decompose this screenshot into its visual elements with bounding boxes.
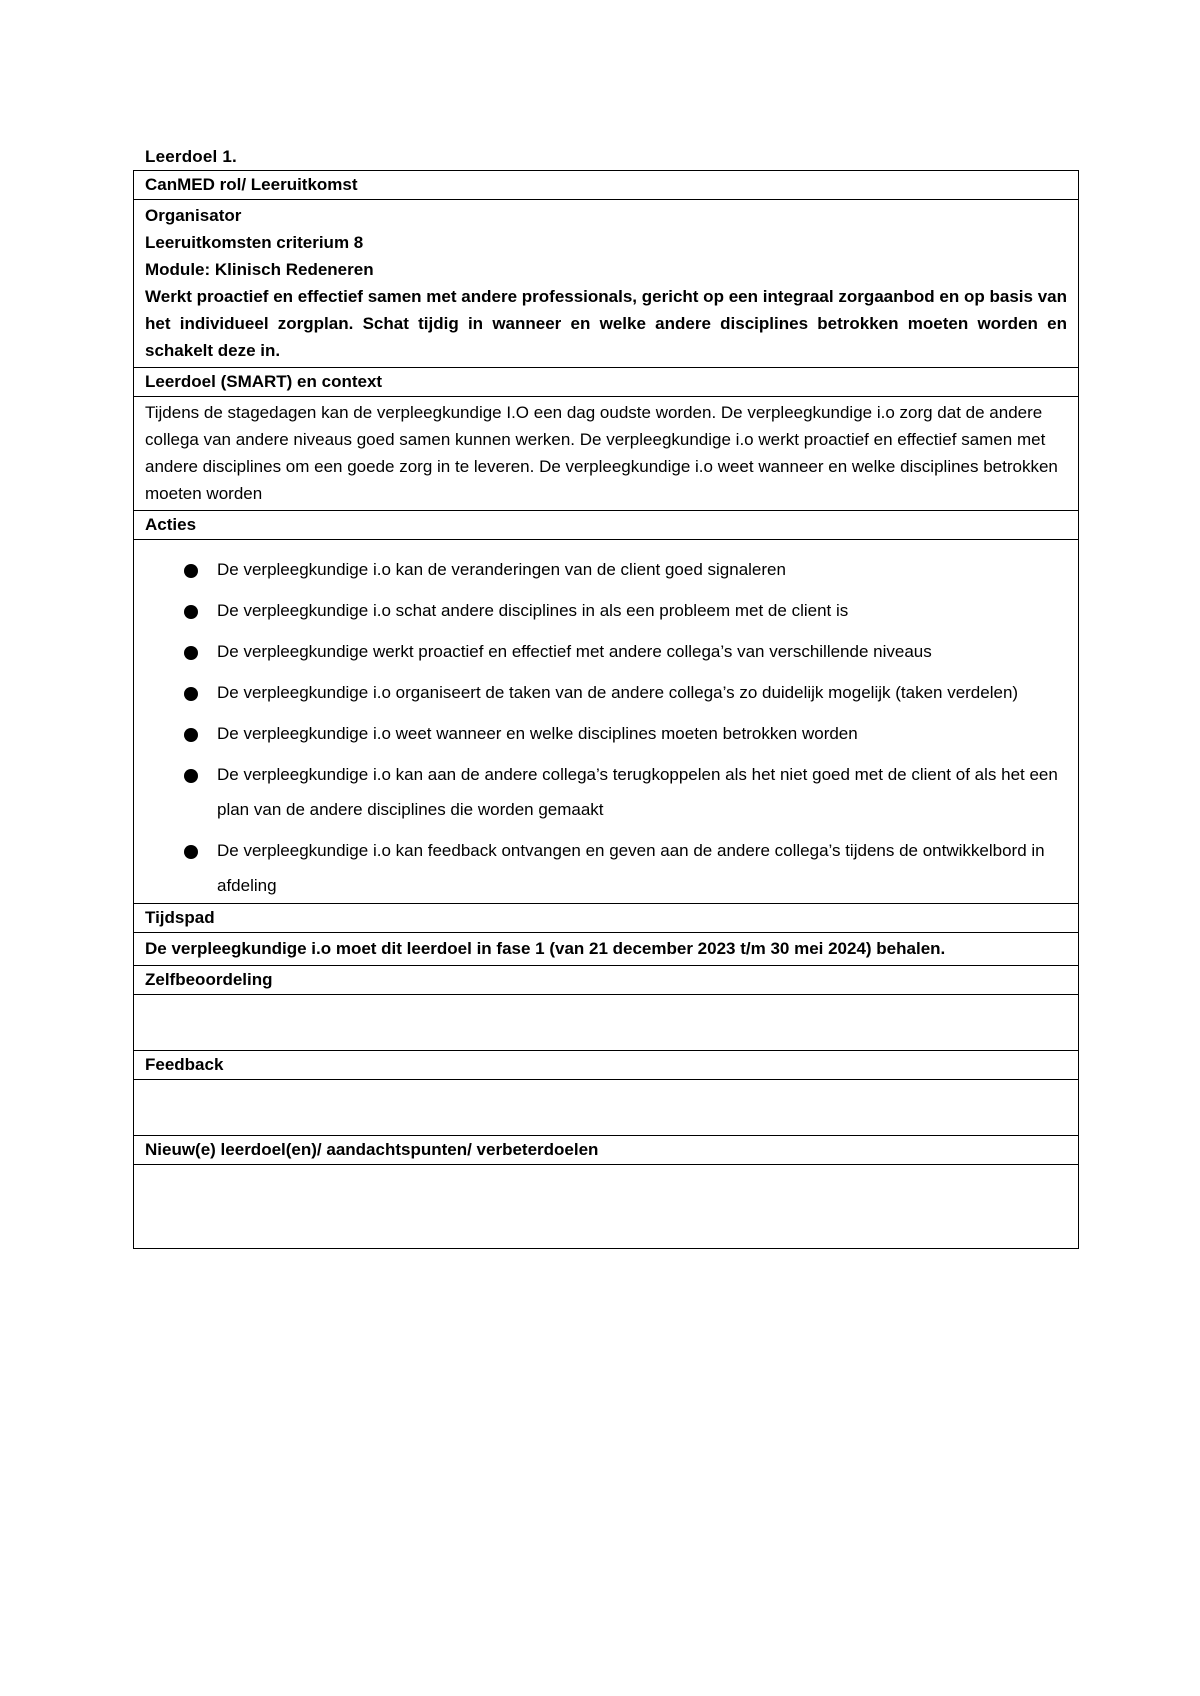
actions-header: Acties bbox=[134, 511, 1079, 540]
list-item bbox=[217, 593, 1067, 628]
learning-goal-table bbox=[133, 170, 1079, 1249]
list-item bbox=[217, 757, 1067, 827]
list-item bbox=[217, 634, 1067, 669]
action-text: De verpleegkundige werkt proactief en effectief met andere collega’s van verschillende niveaus bbox=[217, 642, 932, 661]
feedback-field bbox=[134, 1080, 1079, 1136]
action-text: De verpleegkundige i.o kan aan de andere collega’s terugkoppelen als het niet goed met de client of als het een plan van de andere disciplines die worden gemaakt bbox=[217, 765, 1058, 819]
action-text: De verpleegkundige i.o kan feedback ontvangen en geven aan de andere collega’s tijdens de ontwikkelbord in afdeling bbox=[217, 841, 1045, 895]
table-row bbox=[134, 1136, 1079, 1165]
bullet-icon bbox=[184, 728, 198, 742]
bullet-icon bbox=[184, 769, 198, 783]
bullet-icon bbox=[184, 845, 198, 859]
canmed-header: CanMED rol/ Leeruitkomst bbox=[134, 171, 1079, 200]
timeline-text: De verpleegkundige i.o moet dit leerdoel in fase 1 (van 21 december 2023 t/m 30 mei 2024) behalen. bbox=[134, 933, 1079, 966]
table-row bbox=[134, 1080, 1079, 1136]
list-item bbox=[217, 716, 1067, 751]
table-row bbox=[134, 904, 1079, 933]
feedback-header: Feedback bbox=[134, 1051, 1079, 1080]
role-cell bbox=[134, 200, 1079, 368]
action-text: De verpleegkundige i.o weet wanneer en welke disciplines moeten betrokken worden bbox=[217, 724, 858, 743]
table-row bbox=[134, 511, 1079, 540]
table-row bbox=[134, 933, 1079, 966]
table-row bbox=[134, 1051, 1079, 1080]
table-row bbox=[134, 540, 1079, 904]
table-row bbox=[134, 966, 1079, 995]
bullet-icon bbox=[184, 687, 198, 701]
timeline-header: Tijdspad bbox=[134, 904, 1079, 933]
action-text: De verpleegkundige i.o schat andere disciplines in als een probleem met de client is bbox=[217, 601, 849, 620]
smart-context-text: Tijdens de stagedagen kan de verpleegkundige I.O een dag oudste worden. De verpleegkundige i.o zorg dat de andere collega van andere niveaus goed samen kunnen werken. De verpleegkundige i.o werkt proactief en effectief samen met andere disciplines om een goede zorg in te leveren. De verpleegkundige i.o weet wanneer en welke disciplines betrokken moeten worden bbox=[134, 397, 1079, 511]
self-assessment-header: Zelfbeoordeling bbox=[134, 966, 1079, 995]
table-row bbox=[134, 397, 1079, 511]
new-goals-header: Nieuw(e) leerdoel(en)/ aandachtspunten/ verbeterdoelen bbox=[134, 1136, 1079, 1165]
document-title: Leerdoel 1. bbox=[145, 147, 237, 166]
bullet-icon bbox=[184, 605, 198, 619]
table-row bbox=[134, 171, 1079, 200]
role-line: Organisator bbox=[145, 206, 242, 225]
list-item bbox=[217, 833, 1067, 903]
actions-list bbox=[145, 552, 1067, 903]
table-row bbox=[134, 1165, 1079, 1249]
bullet-icon bbox=[184, 646, 198, 660]
table-row bbox=[134, 368, 1079, 397]
list-item bbox=[217, 675, 1067, 710]
smart-header: Leerdoel (SMART) en context bbox=[134, 368, 1079, 397]
new-goals-field bbox=[134, 1165, 1079, 1249]
bullet-icon bbox=[184, 564, 198, 578]
role-line: Module: Klinisch Redeneren bbox=[145, 260, 374, 279]
role-description: Werkt proactief en effectief samen met andere professionals, gericht op een integraal zorgaanbod en op basis van het individueel zorgplan. Schat tijdig in wanneer en welke andere disciplines betrokken moeten worden en schakelt deze in. bbox=[145, 287, 1067, 360]
role-line: Leeruitkomsten criterium 8 bbox=[145, 233, 364, 252]
table-row bbox=[134, 200, 1079, 368]
list-item bbox=[217, 552, 1067, 587]
self-assessment-field bbox=[134, 995, 1079, 1051]
action-text: De verpleegkundige i.o organiseert de taken van de andere collega’s zo duidelijk mogelijk (taken verdelen) bbox=[217, 683, 1019, 702]
actions-cell bbox=[134, 540, 1079, 904]
action-text: De verpleegkundige i.o kan de veranderingen van de client goed signaleren bbox=[217, 560, 786, 579]
table-row bbox=[134, 995, 1079, 1051]
